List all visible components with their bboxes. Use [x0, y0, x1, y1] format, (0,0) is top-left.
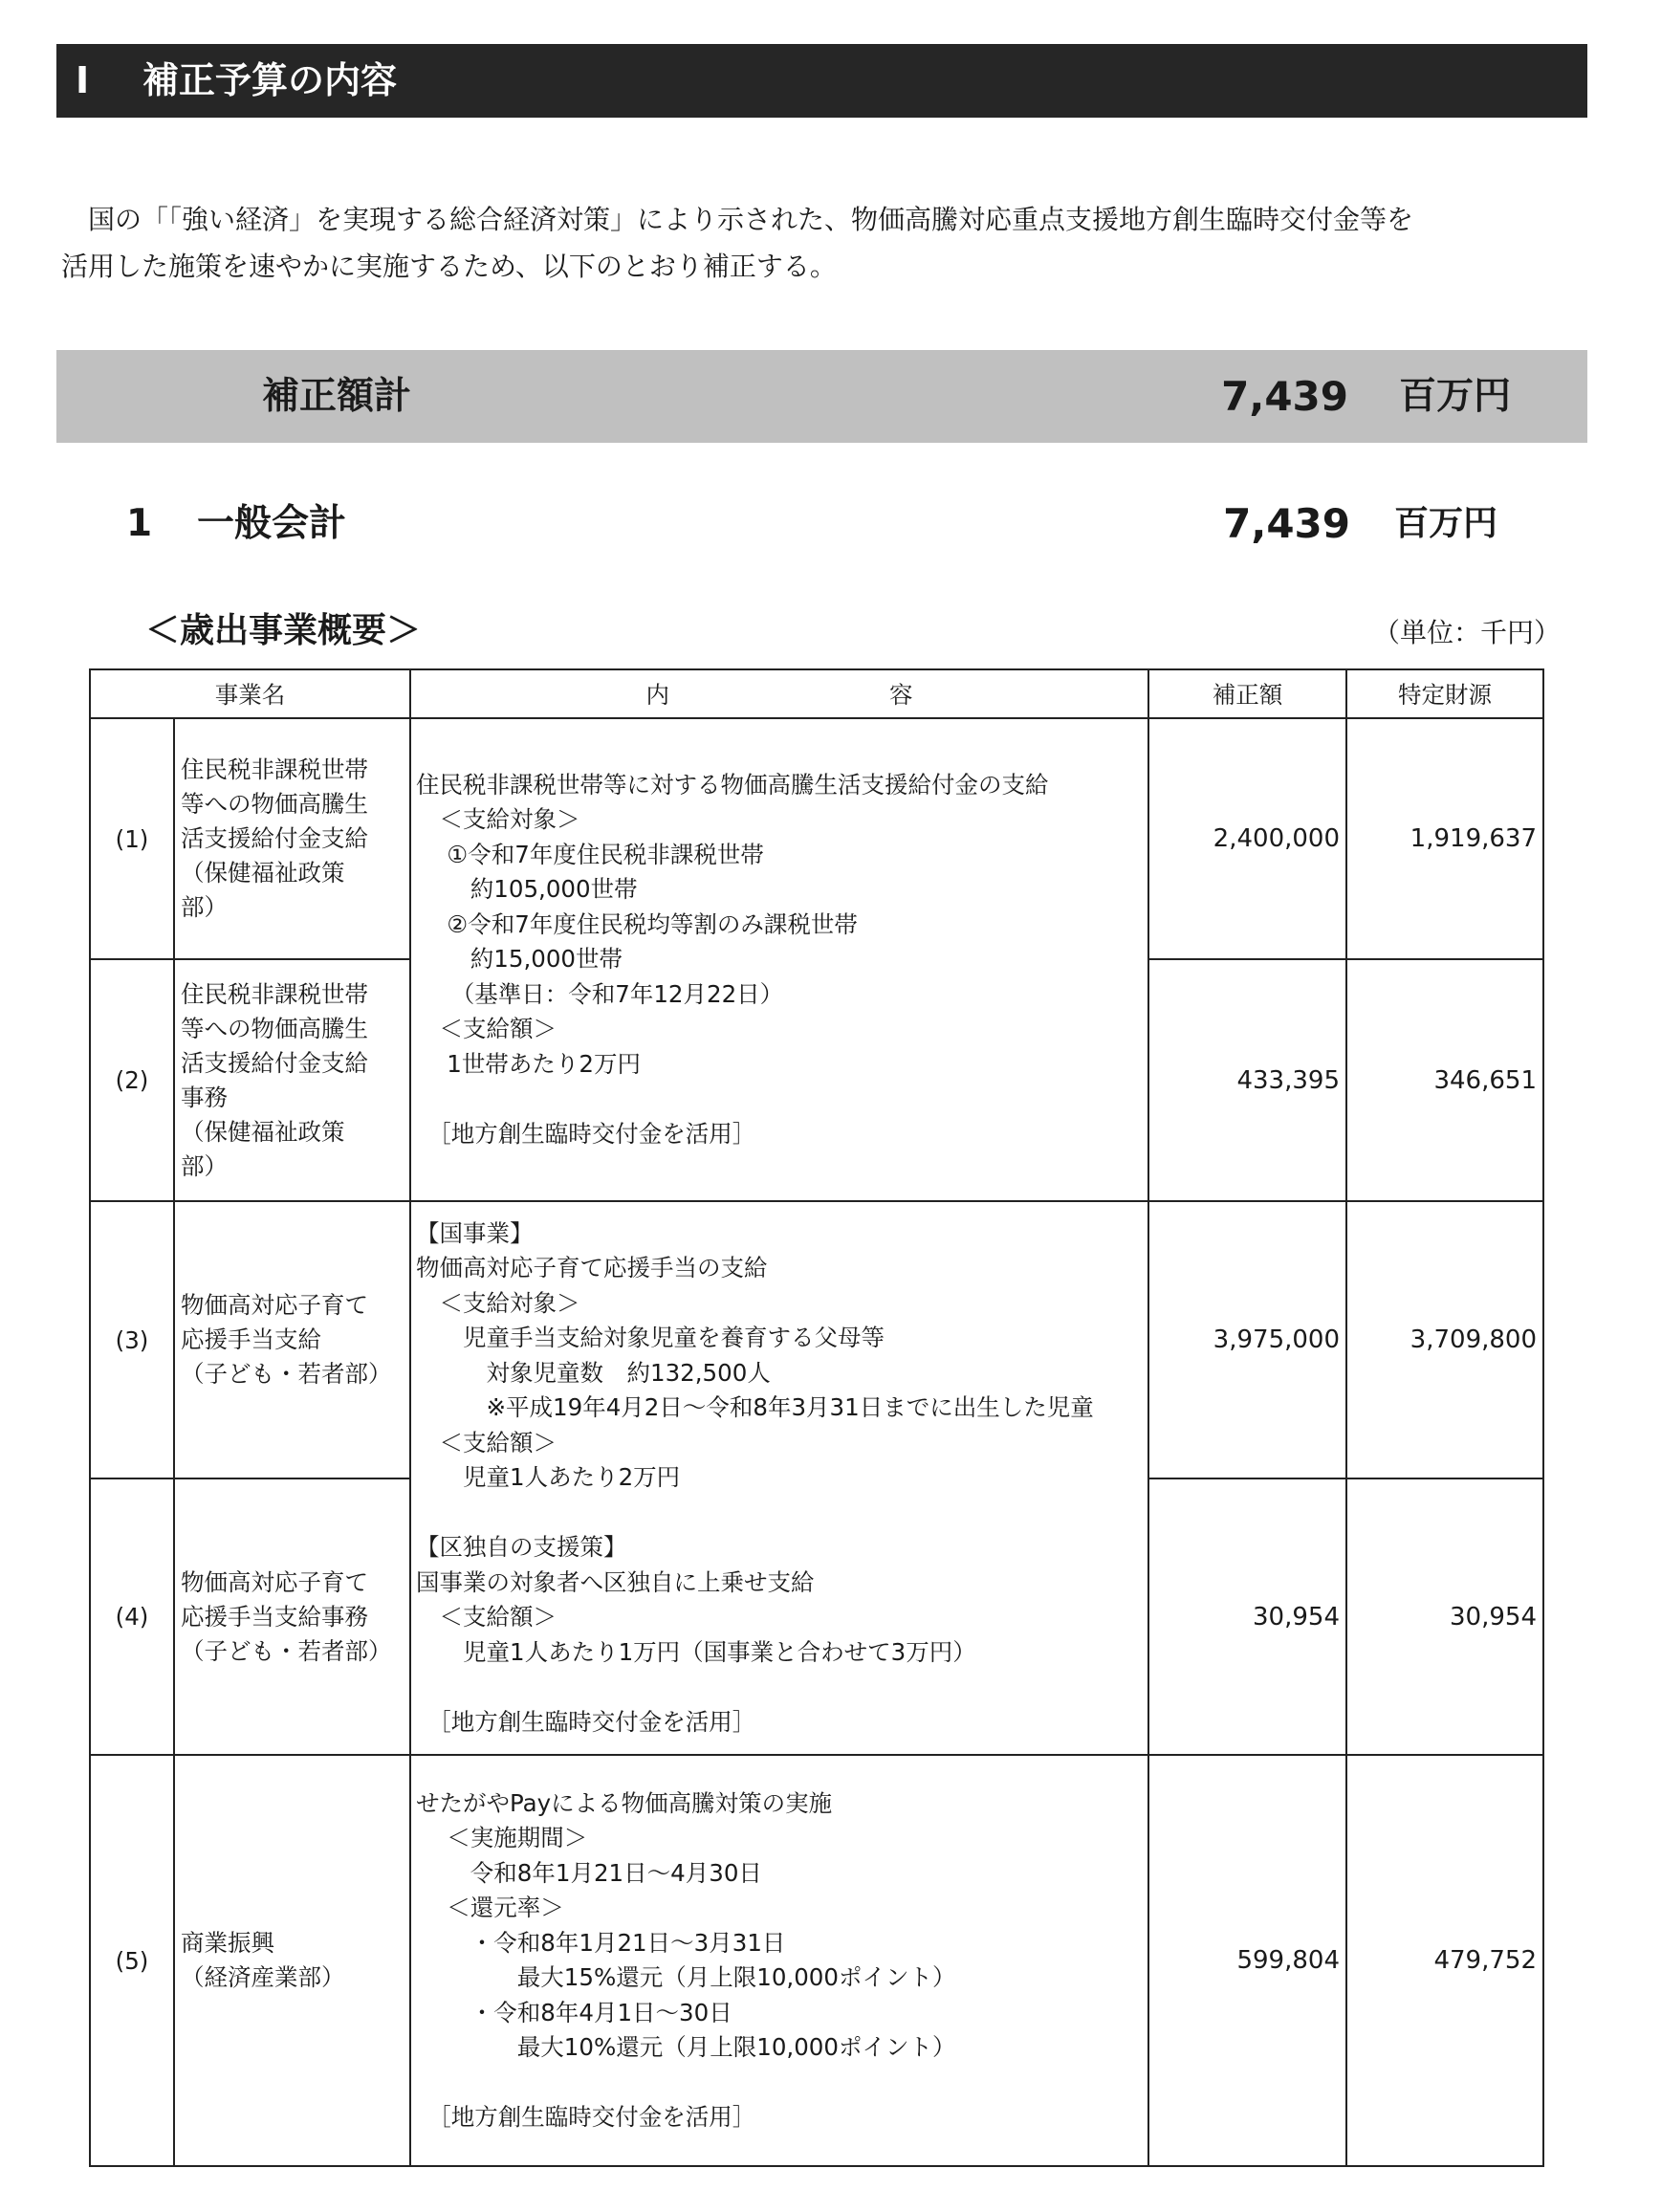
row-number: (3)	[90, 1201, 174, 1478]
content-line	[416, 1670, 1147, 1705]
row-number: (2)	[90, 959, 174, 1201]
table-row	[90, 718, 1543, 959]
general-account-number: 1	[126, 502, 153, 545]
content-line: 児童1人あたり1万円（国事業と合わせて3万円）	[416, 1637, 976, 1666]
project-name-line: 物価高対応子育て	[181, 1567, 368, 1596]
content-line: 最大15%還元（月上限10,000ポイント）	[416, 1963, 956, 1991]
content-line: ＜還元率＞	[416, 1894, 564, 1921]
content-line: ＜実施期間＞	[416, 1824, 588, 1851]
amount-cell: 2,400,000	[1148, 718, 1346, 959]
header-content	[410, 669, 1148, 718]
unit-note: （単位：千円）	[1372, 617, 1561, 648]
header-specific-source: 特定財源	[1346, 669, 1543, 718]
content-line: 1世帯あたり2万円	[416, 1049, 641, 1078]
intro-line: 活用した施策を速やかに実施するため、以下のとおり補正する。	[61, 251, 837, 282]
project-name	[174, 959, 410, 1201]
project-name-line: 物価高対応子育て	[181, 1291, 368, 1319]
content-line: 【国事業】	[416, 1218, 534, 1247]
project-content	[410, 718, 1148, 1201]
general-account-unit: 百万円	[1393, 504, 1497, 543]
content-line: ・令和8年4月1日～30日	[416, 1998, 732, 2026]
content-line: 児童手当支給対象児童を養育する父母等	[416, 1324, 885, 1352]
project-name	[174, 718, 410, 959]
header-content-left: 内	[645, 681, 669, 709]
table-row	[90, 1201, 1543, 1478]
content-line: ※平成19年4月2日～令和8年3月31日までに出生した児童	[416, 1393, 1094, 1422]
content-line: ＜支給対象＞	[416, 805, 580, 834]
content-line: ②令和7年度住民税均等割のみ課税世帯	[416, 909, 858, 938]
content-line: ①令和7年度住民税非課税世帯	[416, 840, 764, 868]
content-line: 令和8年1月21日～4月30日	[416, 1858, 762, 1887]
project-name-line: （保健福祉政策	[181, 1117, 345, 1146]
header-name: 事業名	[90, 669, 410, 718]
specific-source-cell: 346,651	[1346, 959, 1543, 1201]
content-line: （基準日：令和7年12月22日）	[416, 979, 784, 1008]
project-name-line: 応援手当支給	[181, 1325, 321, 1353]
content-line: 物価高対応子育て応援手当の支給	[416, 1254, 768, 1282]
project-name	[174, 1478, 410, 1755]
amount-cell: 433,395	[1148, 959, 1346, 1201]
content-line: 【区独自の支援策】	[416, 1533, 627, 1562]
intro-paragraph	[61, 196, 1591, 290]
project-content	[410, 1201, 1148, 1755]
expenditure-heading: ＜歳出事業概要＞	[145, 611, 422, 650]
content-line	[416, 2066, 1147, 2101]
project-name	[174, 1755, 410, 2166]
content-line: ＜支給額＞	[416, 1603, 557, 1632]
total-label: 補正額計	[262, 375, 412, 418]
project-name-line: （子ども・若者部）	[181, 1636, 392, 1665]
project-name-line: 等への物価高騰生	[181, 790, 368, 818]
expenditure-table	[89, 668, 1544, 2167]
content-line: 国事業の対象者へ区独自に上乗せ支給	[416, 1567, 815, 1596]
general-account-label	[126, 497, 346, 551]
content-line: ・令和8年1月21日～3月31日	[416, 1928, 786, 1957]
content-line	[416, 1496, 1147, 1531]
total-unit: 百万円	[1398, 375, 1511, 418]
row-number: (4)	[90, 1478, 174, 1755]
project-name-line: 活支援給付金支給	[181, 824, 368, 852]
content-line: ＜支給額＞	[416, 1015, 557, 1043]
project-name-line: 部）	[181, 893, 228, 921]
header-amount: 補正額	[1148, 669, 1346, 718]
project-name-line: （子ども・若者部）	[181, 1360, 392, 1388]
content-line: 約105,000世帯	[416, 875, 638, 904]
total-summary-bar	[56, 350, 1587, 443]
section-title-bar	[56, 44, 1587, 118]
specific-source-cell: 3,709,800	[1346, 1201, 1543, 1478]
project-name	[174, 1201, 410, 1478]
project-name-line: 活支援給付金支給	[181, 1048, 368, 1077]
content-line: 対象児童数 約132,500人	[416, 1358, 771, 1387]
project-name-line: 住民税非課税世帯	[181, 756, 368, 783]
specific-source-cell: 479,752	[1346, 1755, 1543, 2166]
content-line: 児童1人あたり2万円	[416, 1463, 681, 1492]
table-header-row	[90, 669, 1543, 718]
amount-cell: 30,954	[1148, 1478, 1346, 1755]
content-line: ［地方創生臨時交付金を活用］	[416, 2103, 756, 2131]
section-title: 補正予算の内容	[142, 59, 398, 101]
project-name-line: 等への物価高騰生	[181, 1014, 368, 1042]
project-name-line: 住民税非課税世帯	[181, 979, 368, 1008]
table-row	[90, 1755, 1543, 2166]
content-line: ＜支給対象＞	[416, 1288, 580, 1317]
general-account-title: 一般会計	[197, 502, 347, 545]
project-name-line: 応援手当支給事務	[181, 1602, 368, 1631]
content-line: ［地方創生臨時交付金を活用］	[416, 1707, 756, 1736]
project-name-line: 部）	[181, 1151, 228, 1180]
amount-cell: 3,975,000	[1148, 1201, 1346, 1478]
general-account-value: 7,439	[1223, 500, 1350, 547]
content-line: せたがやPayによる物価高騰対策の実施	[416, 1788, 833, 1817]
project-name-line: 事務	[181, 1083, 228, 1111]
total-value: 7,439	[1221, 373, 1348, 420]
content-line: 住民税非課税世帯等に対する物価高騰生活支援給付金の支給	[416, 770, 1049, 799]
amount-cell: 599,804	[1148, 1755, 1346, 2166]
specific-source-cell: 1,919,637	[1346, 718, 1543, 959]
project-content	[410, 1755, 1148, 2166]
content-line: ［地方創生臨時交付金を活用］	[416, 1119, 756, 1148]
intro-line: 国の「「強い経済」を実現する総合経済対策」により示された、物価高騰対応重点支援地方創生臨時交付金等を	[61, 204, 1414, 235]
content-line: 最大10%還元（月上限10,000ポイント）	[416, 2033, 956, 2061]
row-number: (5)	[90, 1755, 174, 2166]
specific-source-cell: 30,954	[1346, 1478, 1543, 1755]
content-line: 約15,000世帯	[416, 945, 623, 974]
project-name-line: （経済産業部）	[181, 1963, 345, 1991]
section-number: Ⅰ	[76, 59, 90, 101]
row-number: (1)	[90, 718, 174, 959]
project-name-line: 商業振興	[181, 1929, 274, 1957]
header-content-right: 容	[889, 681, 913, 709]
project-name-line: （保健福祉政策	[181, 859, 345, 887]
content-line: ＜支給額＞	[416, 1428, 557, 1456]
content-line	[416, 1082, 1147, 1117]
